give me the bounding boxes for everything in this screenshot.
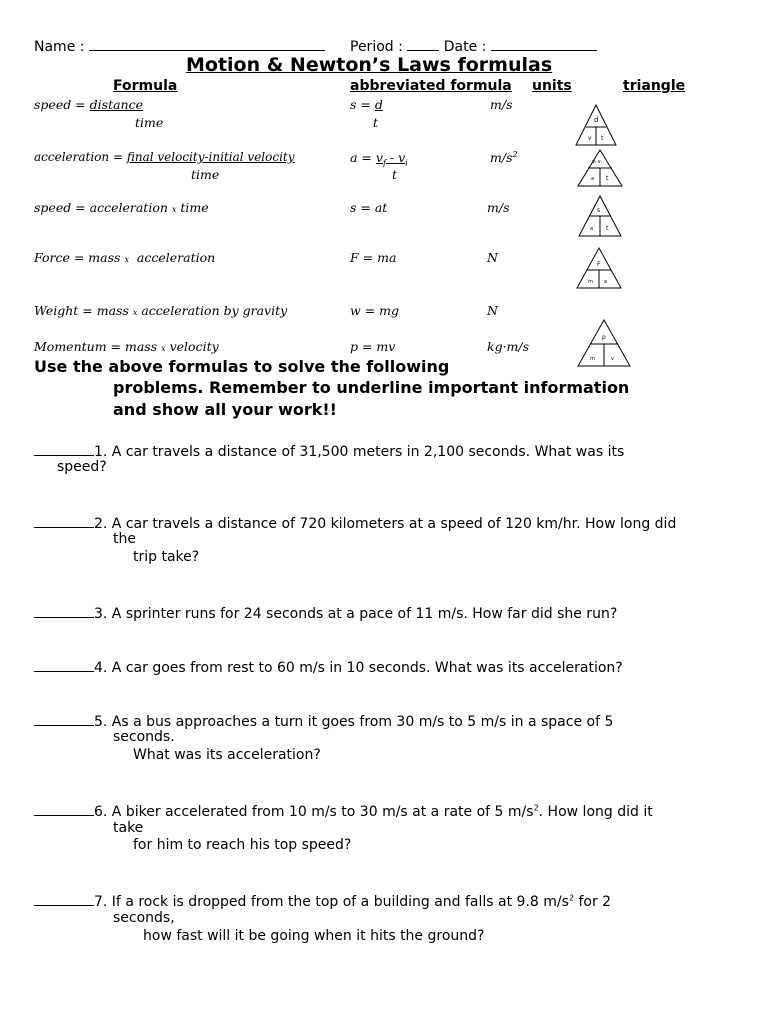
numerator: distance <box>89 97 143 112</box>
name-row <box>34 36 325 55</box>
units-acceleration: $m/s^2$ <box>490 150 518 166</box>
abbr-denominator: t <box>392 167 398 182</box>
problem-6-cont: for him to reach his top speed? <box>133 837 352 853</box>
svg-text:d: d <box>594 116 599 124</box>
name-label: Name : <box>34 39 85 55</box>
answer-blank[interactable] <box>34 891 94 906</box>
svg-text:a: a <box>590 226 594 232</box>
units-speed-at: m/s <box>487 200 510 215</box>
period-blank[interactable] <box>407 36 439 51</box>
abbr-denominator: t <box>373 115 379 130</box>
problem-4: 4. A car goes from rest to 60 m/s in 10 seconds. What was its acceleration? <box>34 657 623 676</box>
problem-2-cont: the <box>113 531 136 547</box>
name-blank[interactable] <box>89 36 325 51</box>
triangle-force-icon <box>575 246 623 292</box>
col-triangle: triangle <box>623 78 686 94</box>
abbr-momentum: p = mv <box>350 339 396 354</box>
col-formula: Formula <box>113 78 178 94</box>
svg-text:vf vi: vf vi <box>592 159 602 165</box>
instructions-line-3: and show all your work!! <box>113 400 337 419</box>
date-label: Date : <box>443 39 487 55</box>
period-label: Period : <box>350 39 403 55</box>
answer-blank[interactable] <box>34 603 94 618</box>
abbr-acceleration: $a = v_f - v_i$ <box>350 150 408 168</box>
problem-2-cont: trip take? <box>133 549 200 565</box>
abbr-speed-at: s = at <box>350 200 388 215</box>
abbr-speed: s = d <box>350 97 383 112</box>
col-units: units <box>532 78 572 94</box>
instructions-line-1: Use the above formulas to solve the following <box>34 357 450 376</box>
svg-text:m: m <box>590 356 595 362</box>
units-weight: N <box>487 303 498 318</box>
units-momentum: kg·m/s <box>487 339 530 354</box>
problem-6-cont: take <box>113 820 144 836</box>
formula-speed: speed = distance <box>34 97 143 112</box>
units-speed: m/s <box>490 97 513 112</box>
problem-5: 5. As a bus approaches a turn it goes from 30 m/s to 5 m/s in a space of 5 <box>34 711 613 730</box>
svg-text:a: a <box>604 279 608 285</box>
triangle-momentum-icon <box>576 318 632 370</box>
answer-blank[interactable] <box>34 441 94 456</box>
formula-weight: Weight = mass x acceleration by gravity <box>34 303 288 318</box>
problem-6: 6. A biker accelerated from 10 m/s to 30 m/s at a rate of 5 $m/s^2$. How long did it <box>34 801 653 820</box>
units-force: N <box>487 250 498 265</box>
svg-text:t: t <box>606 175 609 182</box>
svg-text:v: v <box>588 135 592 142</box>
problem-2: 2. A car travels a distance of 720 kilometers at a speed of 120 km/hr. How long did <box>34 513 676 532</box>
triangle-speed-icon <box>574 103 618 147</box>
svg-text:a: a <box>591 176 595 182</box>
answer-blank[interactable] <box>34 711 94 726</box>
denominator: time <box>191 167 220 182</box>
svg-text:F: F <box>597 261 601 268</box>
problem-1: 1. A car travels a distance of 31,500 meters in 2,100 seconds. What was its <box>34 441 624 460</box>
formula-force: Force = mass x acceleration <box>34 250 216 265</box>
svg-text:m: m <box>588 279 593 285</box>
problem-7-cont: how fast will it be going when it hits the ground? <box>143 928 485 944</box>
answer-blank[interactable] <box>34 657 94 672</box>
problem-7: 7. If a rock is dropped from the top of a building and falls at 9.8 $m/s^2$ for 2 <box>34 891 611 910</box>
problem-1-cont: speed? <box>57 459 107 475</box>
problem-3: 3. A sprinter runs for 24 seconds at a pace of 11 m/s. How far did she run? <box>34 603 617 622</box>
abbr-weight: w = mg <box>350 303 399 318</box>
problem-5-cont: What was its acceleration? <box>133 747 321 763</box>
svg-text:s: s <box>597 207 601 214</box>
triangle-speed-at-icon <box>577 194 623 238</box>
numerator: final velocity-initial velocity <box>126 150 295 164</box>
svg-text:p: p <box>602 334 606 341</box>
formula-acceleration: acceleration = final velocity-initial velocity <box>34 150 295 164</box>
problem-5-cont: seconds. <box>113 729 175 745</box>
date-blank[interactable] <box>491 36 597 51</box>
col-abbreviated: abbreviated formula <box>350 78 512 94</box>
problem-7-cont: seconds, <box>113 910 175 926</box>
period-date-row <box>350 36 597 55</box>
instructions-line-2: problems. Remember to underline important information <box>113 378 630 397</box>
answer-blank[interactable] <box>34 801 94 816</box>
answer-blank[interactable] <box>34 513 94 528</box>
formula-speed-at: speed = acceleration x time <box>34 200 209 215</box>
formula-momentum: Momentum = mass x velocity <box>34 339 219 354</box>
triangle-acceleration-icon <box>576 148 624 188</box>
svg-text:v: v <box>611 356 614 362</box>
abbr-force: F = ma <box>350 250 397 265</box>
svg-text:t: t <box>601 135 604 142</box>
svg-text:t: t <box>606 225 609 232</box>
denominator: time <box>135 115 164 130</box>
page-title: Motion & Newton’s Laws formulas <box>186 54 553 76</box>
